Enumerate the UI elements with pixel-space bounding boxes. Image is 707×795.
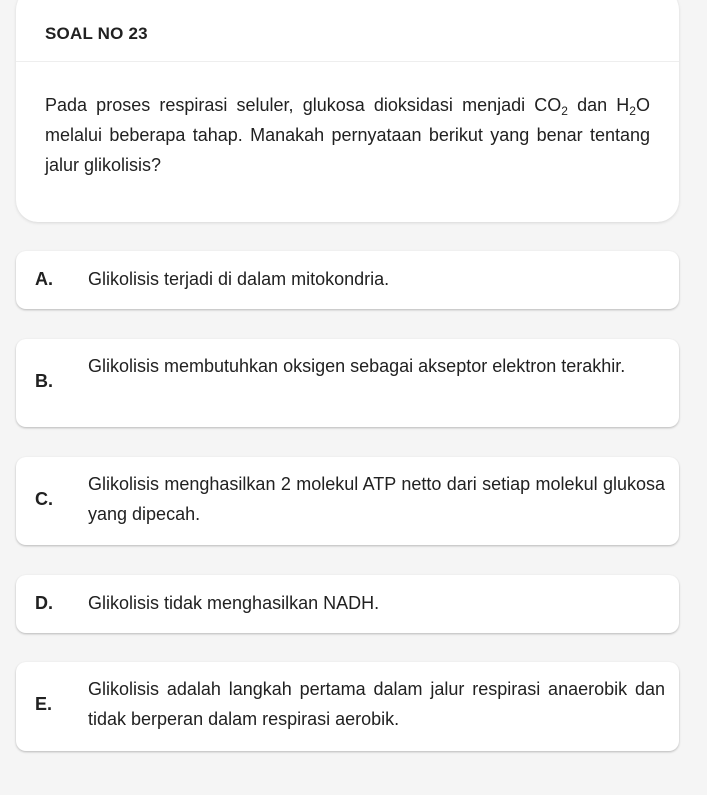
option-text: Glikolisis adalah langkah pertama dalam jalur respirasi anaerobik dan tidak berperan dalam respirasi aerobik. [88,679,665,729]
option-letter: D. [35,593,53,613]
option-text: Glikolisis terjadi di dalam mitokondria. [88,269,390,289]
option-letter: E. [35,694,53,714]
option-a[interactable] [16,251,679,309]
question-text [45,90,650,180]
question-text-part1: Pada proses respirasi seluler, glukosa dioksidasi menjadi CO [45,95,562,115]
question-header [16,0,679,62]
option-e[interactable] [16,662,679,751]
option-text: Glikolisis menghasilkan 2 molekul ATP netto dari setiap molekul glukosa yang dipecah. [88,474,665,524]
option-c[interactable] [16,457,679,545]
question-text-part2: dan H [567,95,630,115]
h2o-subscript: 2 [629,104,636,118]
question-number: SOAL NO 23 [45,24,148,43]
option-d[interactable] [16,575,679,633]
option-text: Glikolisis membutuhkan oksigen sebagai akseptor elektron terakhir. [88,356,626,376]
option-letter: C. [35,489,53,509]
option-text: Glikolisis tidak menghasilkan NADH. [88,593,380,613]
option-letter: A. [35,269,53,289]
option-letter: B. [35,371,53,391]
question-text-part3: O melalui beberapa tahap. Manakah pernyataan berikut yang benar tentang jalur glikolisis? [45,95,650,175]
option-b[interactable] [16,339,679,427]
question-card [16,0,679,222]
co2-subscript: 2 [561,104,568,118]
